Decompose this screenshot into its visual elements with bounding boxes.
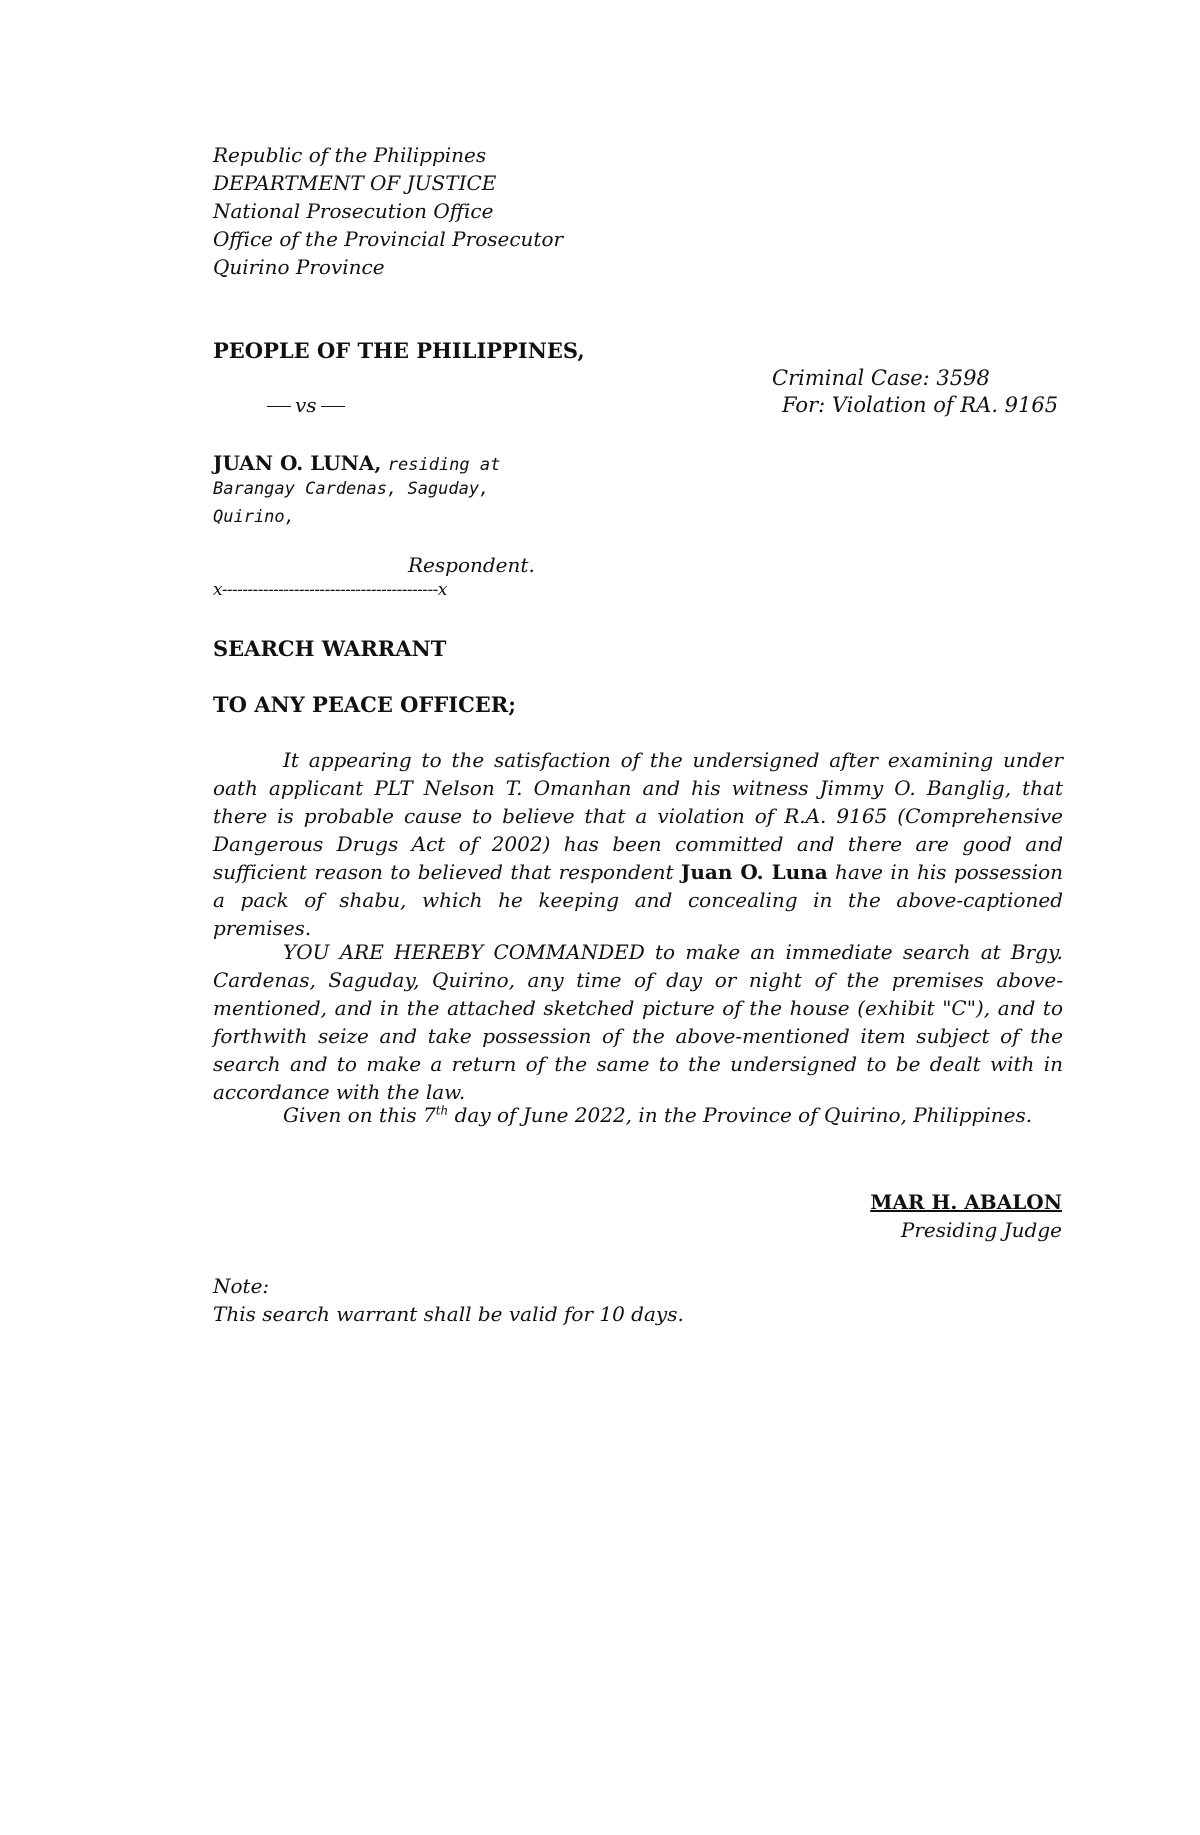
- offense: For: Violation of RA. 9165: [782, 393, 1059, 417]
- respondent-address-1: Barangay Cardenas, Saguday,: [213, 479, 490, 499]
- case-number: Criminal Case: 3598: [772, 366, 990, 390]
- respondent-name: JUAN O. LUNA,: [213, 451, 382, 475]
- dash-left: [267, 406, 291, 407]
- versus-text: vs: [295, 393, 317, 417]
- body-paragraph-1: [213, 746, 1063, 942]
- header-republic: Republic of the Philippines: [213, 143, 487, 167]
- header-province: Quirino Province: [213, 255, 385, 279]
- judge-name: MAR H. ABALON: [870, 1190, 1062, 1214]
- plaintiff: PEOPLE OF THE PHILIPPINES,: [213, 338, 585, 363]
- judge-title: Presiding Judge: [900, 1218, 1062, 1242]
- addressee: TO ANY PEACE OFFICER;: [213, 692, 517, 717]
- header-provincial-office: Office of the Provincial Prosecutor: [213, 227, 564, 251]
- caption-separator: x------------------------------------------x: [213, 580, 447, 600]
- given-date-superscript: th: [435, 1103, 449, 1118]
- body-paragraph-1-text-a: It appearing to the satisfaction of the undersigned after examining under oath applicant PLT Nelson T. Omanhan and his witness Jimmy O. Banglig, that there is probable cause to believe that a violation of R.A. 9165 (Comprehensive Dangerous Drugs Act of 2002) has been committed and there are good and sufficient reason to believed that respondent: [213, 748, 1063, 884]
- respondent-residing: residing at: [387, 455, 501, 475]
- respondent-name-bold: Juan O. Luna: [680, 860, 828, 884]
- dash-right: [321, 406, 345, 407]
- note-text: This search warrant shall be valid for 10 days.: [213, 1302, 684, 1326]
- note-label: Note:: [213, 1274, 270, 1298]
- header-department: DEPARTMENT OF JUSTICE: [213, 171, 497, 195]
- respondent-line: [213, 451, 500, 475]
- body-paragraph-1-text-b: have in his possession a pack of shabu, which he keeping and concealing in the above-captioned premises.: [213, 860, 1063, 940]
- given-date-line: [283, 1103, 1032, 1127]
- respondent-label: Respondent.: [408, 553, 535, 577]
- given-date-text-a: Given on this 7: [283, 1103, 436, 1127]
- document-title: SEARCH WARRANT: [213, 636, 447, 661]
- header-office: National Prosecution Office: [213, 199, 494, 223]
- given-date-text-b: day of June 2022, in the Province of Quirino, Philippines.: [448, 1103, 1033, 1127]
- versus-line: [263, 393, 349, 417]
- respondent-address-2: Quirino,: [213, 507, 295, 527]
- body-paragraph-2: YOU ARE HEREBY COMMANDED to make an immediate search at Brgy. Cardenas, Saguday, Quirino, any time of day or night of the premises above-mentioned, and in the attached sketched picture of the house (exhibit "C"), and to forthwith seize and take possession of the above-mentioned item subject of the search and to make a return of the same to the undersigned to be dealt with in accordance with the law.: [213, 940, 1063, 1104]
